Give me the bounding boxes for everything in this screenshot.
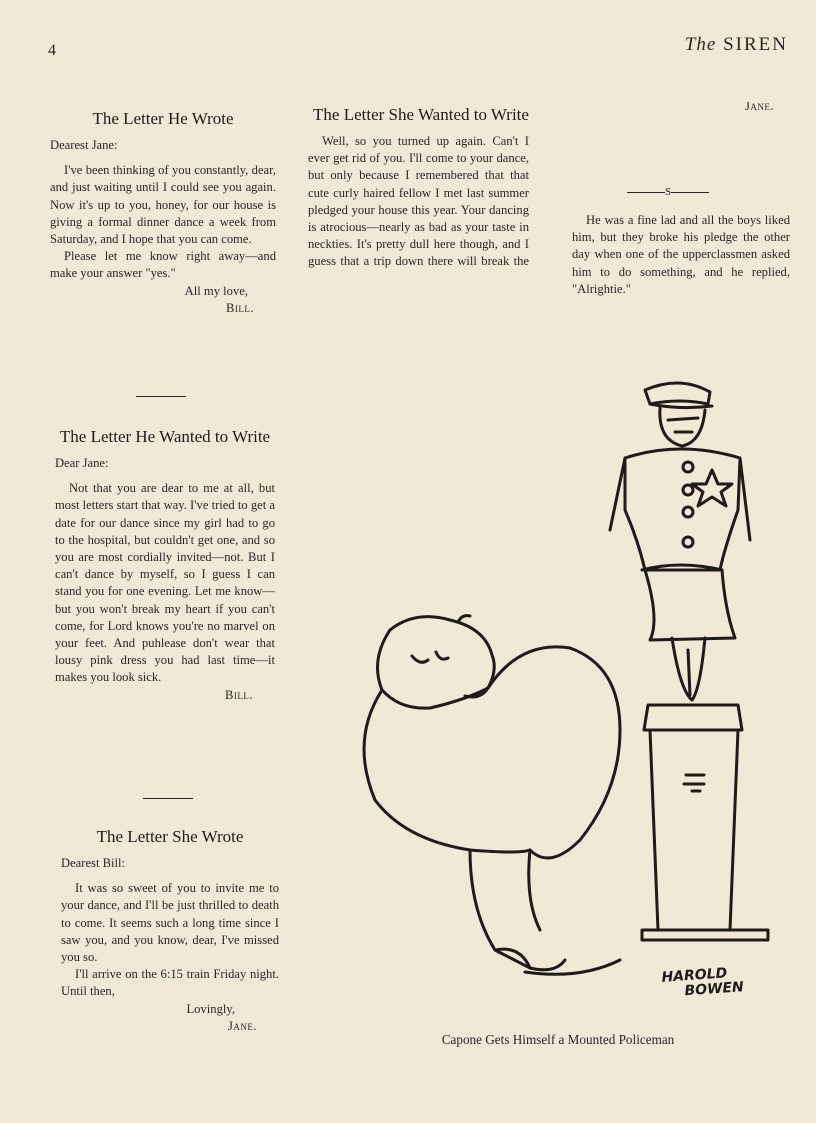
joke-text: He was a fine lad and all the boys liked him, but they broke his pledge the other day when one of the upperclassmen asked him to do something, and he replied, "Alrightie." <box>572 213 790 296</box>
letter-paragraph: Well, so you turned up again. Can't I ever get rid of you. I'll come to your dance, but only because I remembered that that cute curly haired fellow I met last summer pledged your house this year. Your dancing is atrocious—nearly as bad as your taste in neckties. It's pretty dull here though, and I guess that a trip down there will break the <box>308 134 529 269</box>
artist-signature-line: BOWEN <box>683 979 745 1000</box>
divider-line <box>627 192 665 193</box>
letter-paragraph: It was so sweet of you to invite me to your dance, and I'll be just thrilled to death to come. It seems such a long time since I saw you, and you know, dear, I've missed you so. <box>61 881 279 965</box>
artist-signature <box>661 965 744 1001</box>
letter-body-columns <box>308 133 534 285</box>
letter-signature: Bill. <box>224 687 253 702</box>
statue-head <box>660 408 705 446</box>
letter-closing: All my love, <box>184 283 248 298</box>
joke-block <box>572 212 790 298</box>
letter-signature: Bill. <box>225 300 254 315</box>
letter-she-wanted-to-write <box>308 106 534 306</box>
cap-icon <box>645 383 710 404</box>
letter-title: The Letter She Wanted to Write <box>313 106 529 124</box>
letter-he-wanted-to-write <box>55 428 275 704</box>
letter-title: The Letter He Wrote <box>92 109 234 128</box>
letter-paragraph: I'll arrive on the 6:15 train Friday night. Until then, <box>61 967 279 999</box>
letter-signature: Jane. <box>227 1018 257 1033</box>
running-head <box>685 34 788 56</box>
page-number: 4 <box>48 42 56 59</box>
letter-paragraph: Please let me know right away—and make your answer "yes." <box>50 249 276 281</box>
letter-title: The Letter He Wanted to Write <box>59 427 271 446</box>
pedestal-top <box>644 705 742 730</box>
artist-signature-line: HAROLD <box>660 965 728 986</box>
letter-title: The Letter She Wrote <box>96 827 244 846</box>
letter-paragraph: Not that you are dear to me at all, but most letters start that way. I've tried to get a date for our dance since my girl had to go to the hospital, but couldn't get one, and so you are most cordially invited—not. But I can't dance by myself, so I guess I can stand you for one evening. Let me know—but you won't break my heart if you can't come, for Lord knows you're no marvel on your feet. And puhlease don't wear that lousy pink dress you had last time—it makes you look sick. <box>55 481 275 685</box>
section-divider-rule <box>143 798 193 799</box>
divider-line <box>671 192 709 193</box>
letter-salutation: Dear Jane: <box>55 456 109 470</box>
cartoon-illustration <box>320 370 800 1020</box>
masthead-name: SIREN <box>723 34 788 55</box>
cartoon-caption: Capone Gets Himself a Mounted Policeman <box>441 1032 675 1047</box>
letter-she-wanted-continued <box>570 102 792 176</box>
s-divider <box>598 186 738 198</box>
letter-signature: Jane. <box>744 102 774 114</box>
letter-salutation: Dearest Bill: <box>61 856 126 870</box>
figure-head <box>390 617 494 697</box>
divider-mark: S <box>664 186 672 198</box>
letter-paragraph: I've been thinking of you constantly, dear, and just waiting until I could see you again. Now it's up to you, honey, for our house is giving a formal dinner dance a week from Saturday, and I hope that you can come. <box>50 163 276 247</box>
pedestal-column <box>650 730 738 930</box>
masthead-prefix: The <box>684 34 717 55</box>
letter-closing: Lovingly, <box>186 1001 235 1016</box>
letter-body-columns-continued <box>570 102 788 176</box>
letter-salutation: Dearest Jane: <box>50 138 118 152</box>
letter-he-wrote <box>50 110 276 317</box>
pedestal-base <box>642 930 768 940</box>
letter-she-wrote <box>61 828 279 1035</box>
figure-body <box>488 647 620 858</box>
section-divider-rule <box>136 396 186 397</box>
star-badge-icon <box>692 470 732 506</box>
